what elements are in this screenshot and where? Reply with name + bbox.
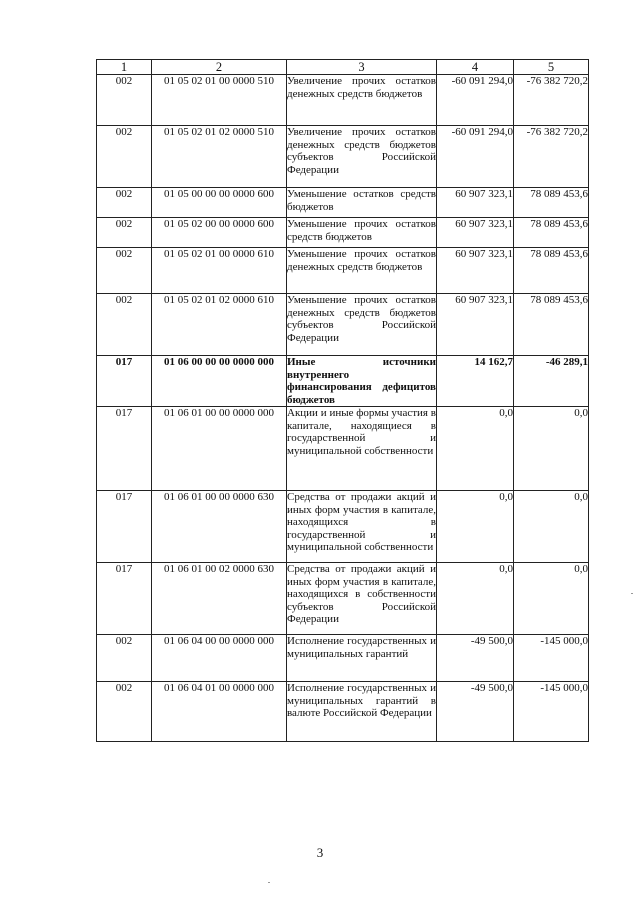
source-name-cell: Увеличение прочих остатков денежных средств бюджетов субъектов Российской Федерации bbox=[287, 126, 437, 188]
amount-year2-cell: -76 382 720,2 bbox=[514, 75, 589, 126]
table-body bbox=[97, 75, 589, 742]
classification-code-cell: 01 06 01 00 00 0000 630 bbox=[152, 491, 287, 563]
admin-code-cell: 002 bbox=[97, 248, 152, 294]
table-row bbox=[97, 75, 589, 126]
table-row bbox=[97, 294, 589, 356]
classification-code-cell: 01 05 00 00 00 0000 600 bbox=[152, 188, 287, 218]
table-row bbox=[97, 248, 589, 294]
column-header: 1 bbox=[97, 60, 152, 75]
classification-code-cell: 01 05 02 01 00 0000 610 bbox=[152, 248, 287, 294]
classification-code-cell: 01 06 04 01 00 0000 000 bbox=[152, 682, 287, 742]
admin-code-cell: 002 bbox=[97, 218, 152, 248]
amount-year1-cell: -49 500,0 bbox=[437, 635, 514, 682]
amount-year2-cell: 0,0 bbox=[514, 563, 589, 635]
admin-code-cell: 002 bbox=[97, 635, 152, 682]
amount-year1-cell: 0,0 bbox=[437, 563, 514, 635]
classification-code-cell: 01 06 01 00 02 0000 630 bbox=[152, 563, 287, 635]
amount-year2-cell: 0,0 bbox=[514, 407, 589, 491]
amount-year1-cell: 60 907 323,1 bbox=[437, 248, 514, 294]
admin-code-cell: 002 bbox=[97, 126, 152, 188]
source-name-cell: Исполнение государственных и муниципальных гарантий в валюте Российской Федерации bbox=[287, 682, 437, 742]
budget-sources-table bbox=[96, 59, 589, 742]
amount-year1-cell: 0,0 bbox=[437, 491, 514, 563]
admin-code-cell: 002 bbox=[97, 294, 152, 356]
amount-year2-cell: 78 089 453,6 bbox=[514, 218, 589, 248]
amount-year2-cell: 78 089 453,6 bbox=[514, 294, 589, 356]
classification-code-cell: 01 05 02 00 00 0000 600 bbox=[152, 218, 287, 248]
source-name-cell: Уменьшение остатков средств бюджетов bbox=[287, 188, 437, 218]
admin-code-cell: 002 bbox=[97, 75, 152, 126]
amount-year1-cell: 60 907 323,1 bbox=[437, 188, 514, 218]
amount-year1-cell: -49 500,0 bbox=[437, 682, 514, 742]
table-row bbox=[97, 682, 589, 742]
table-row bbox=[97, 407, 589, 491]
amount-year2-cell: -145 000,0 bbox=[514, 635, 589, 682]
source-name-cell: Уменьшение прочих остатков денежных средств бюджетов субъектов Российской Федерации bbox=[287, 294, 437, 356]
source-name-cell: Уменьшение прочих остатков денежных средств бюджетов bbox=[287, 248, 437, 294]
admin-code-cell: 017 bbox=[97, 563, 152, 635]
table-row bbox=[97, 126, 589, 188]
column-header: 5 bbox=[514, 60, 589, 75]
amount-year2-cell: -46 289,1 bbox=[514, 356, 589, 407]
amount-year2-cell: 78 089 453,6 bbox=[514, 248, 589, 294]
column-header: 4 bbox=[437, 60, 514, 75]
source-name-cell: Акции и иные формы участия в капитале, находящиеся в государственной и муниципальной собственности bbox=[287, 407, 437, 491]
admin-code-cell: 017 bbox=[97, 407, 152, 491]
table-row bbox=[97, 188, 589, 218]
amount-year1-cell: -60 091 294,0 bbox=[437, 126, 514, 188]
amount-year1-cell: 60 907 323,1 bbox=[437, 218, 514, 248]
amount-year1-cell: 0,0 bbox=[437, 407, 514, 491]
classification-code-cell: 01 05 02 01 02 0000 610 bbox=[152, 294, 287, 356]
table-row bbox=[97, 635, 589, 682]
source-name-cell: Средства от продажи акций и иных форм участия в капитале, находящихся в государственной и муниципальной собственности bbox=[287, 491, 437, 563]
classification-code-cell: 01 05 02 01 02 0000 510 bbox=[152, 126, 287, 188]
admin-code-cell: 017 bbox=[97, 491, 152, 563]
amount-year2-cell: 78 089 453,6 bbox=[514, 188, 589, 218]
table-row bbox=[97, 218, 589, 248]
scan-speck bbox=[268, 882, 270, 883]
amount-year1-cell: 14 162,7 bbox=[437, 356, 514, 407]
amount-year1-cell: -60 091 294,0 bbox=[437, 75, 514, 126]
classification-code-cell: 01 06 04 00 00 0000 000 bbox=[152, 635, 287, 682]
scan-speck bbox=[631, 593, 633, 594]
amount-year2-cell: -76 382 720,2 bbox=[514, 126, 589, 188]
classification-code-cell: 01 05 02 01 00 0000 510 bbox=[152, 75, 287, 126]
source-name-cell: Уменьшение прочих остатков средств бюджетов bbox=[287, 218, 437, 248]
source-name-cell: Средства от продажи акций и иных форм участия в капитале, находящихся в собственности субъектов Российской Федерации bbox=[287, 563, 437, 635]
amount-year1-cell: 60 907 323,1 bbox=[437, 294, 514, 356]
classification-code-cell: 01 06 00 00 00 0000 000 bbox=[152, 356, 287, 407]
source-name-cell: Иные источники внутреннего финансирования дефицитов бюджетов bbox=[287, 356, 436, 406]
table-header-row bbox=[97, 60, 589, 75]
source-name-cell: Увеличение прочих остатков денежных средств бюджетов bbox=[287, 75, 437, 126]
table-row bbox=[97, 563, 589, 635]
admin-code-cell: 017 bbox=[97, 356, 152, 407]
amount-year2-cell: -145 000,0 bbox=[514, 682, 589, 742]
classification-code-cell: 01 06 01 00 00 0000 000 bbox=[152, 407, 287, 491]
admin-code-cell: 002 bbox=[97, 188, 152, 218]
amount-year2-cell: 0,0 bbox=[514, 491, 589, 563]
column-header: 2 bbox=[152, 60, 287, 75]
admin-code-cell: 002 bbox=[97, 682, 152, 742]
page-number: 3 bbox=[316, 845, 324, 860]
column-header: 3 bbox=[287, 60, 437, 75]
source-name-cell: Исполнение государственных и муниципальных гарантий bbox=[287, 635, 437, 682]
table-row bbox=[97, 491, 589, 563]
table-row bbox=[97, 356, 589, 407]
